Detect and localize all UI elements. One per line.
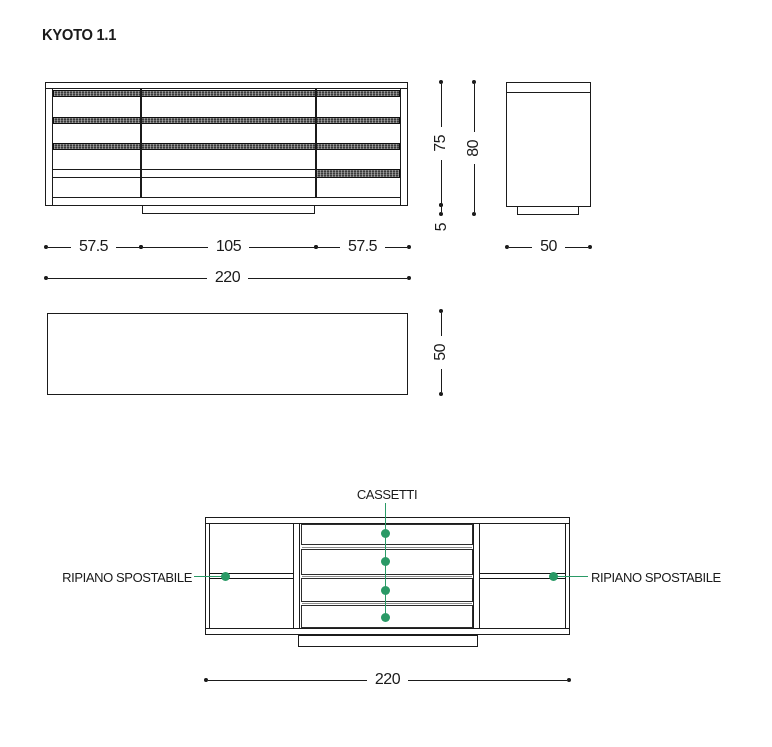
internal-divider-left xyxy=(293,524,300,628)
dim-dot xyxy=(567,678,571,682)
dim-line xyxy=(48,247,71,248)
dim-dot xyxy=(407,245,411,249)
dim-front-width-left xyxy=(44,239,143,255)
dim-dot xyxy=(439,392,443,396)
drawer-separator xyxy=(302,547,472,548)
dim-value: 80 xyxy=(465,139,482,157)
dim-front-width-total xyxy=(44,270,411,286)
dim-line xyxy=(248,278,407,279)
dim-front-height-plinth-line xyxy=(433,203,449,216)
dim-line xyxy=(385,247,407,248)
drawer-separator xyxy=(302,603,472,604)
right-shelf-marker-dot xyxy=(549,572,558,581)
dim-side-depth xyxy=(505,239,592,255)
dim-line xyxy=(116,247,139,248)
dim-line xyxy=(318,247,340,248)
drawer-separator xyxy=(302,576,472,577)
dim-internal-width-total xyxy=(204,672,571,688)
dim-line xyxy=(441,160,442,203)
dim-value: 220 xyxy=(374,671,401,688)
dim-line xyxy=(509,247,532,248)
dim-line xyxy=(143,247,208,248)
dim-front-width-right xyxy=(314,239,411,255)
front-right-side-inner-line xyxy=(400,89,401,205)
front-divider-left xyxy=(140,89,142,198)
dim-line xyxy=(441,369,442,392)
dim-front-width-center xyxy=(139,239,318,255)
dim-front-height-total xyxy=(466,80,482,216)
drawer-marker-dot xyxy=(381,529,390,538)
front-groove-band-1 xyxy=(53,90,400,97)
internal-plinth xyxy=(298,635,478,647)
dim-front-height-plinth-value: 5 xyxy=(433,223,450,232)
dim-value: 50 xyxy=(540,238,557,255)
drawing-title: KYOTO 1.1 xyxy=(42,27,117,44)
internal-bottom-panel-line xyxy=(206,628,569,629)
dim-value: 50 xyxy=(432,344,449,361)
side-body xyxy=(506,82,591,207)
internal-divider-right xyxy=(473,524,480,628)
right-shelf-label: RIPIANO SPOSTABILE xyxy=(591,570,721,585)
dim-front-height-body xyxy=(433,80,449,207)
dim-line xyxy=(441,84,442,127)
front-groove-band-2 xyxy=(53,117,400,124)
front-gap-row-left-center xyxy=(53,169,316,178)
dim-line xyxy=(474,164,475,212)
drawer-marker-dot xyxy=(381,586,390,595)
dim-value: 220 xyxy=(214,269,241,286)
drawer-marker-dot xyxy=(381,613,390,622)
dim-value: 57.5 xyxy=(78,238,109,255)
dim-value: 105 xyxy=(215,238,242,255)
dim-value: 57.5 xyxy=(347,238,378,255)
dim-line xyxy=(48,278,207,279)
dim-line xyxy=(565,247,588,248)
dim-top-depth xyxy=(433,309,449,396)
dim-dot xyxy=(439,212,443,216)
dim-dot xyxy=(407,276,411,280)
right-shelf-leader-line xyxy=(553,576,588,577)
dim-value: 75 xyxy=(432,135,449,152)
dim-line xyxy=(249,247,314,248)
drawer-marker-dot xyxy=(381,557,390,566)
dim-dot xyxy=(588,245,592,249)
drawers-label: CASSETTI xyxy=(356,487,418,502)
front-bottom-inner-line xyxy=(53,197,400,198)
left-shelf-label: RIPIANO SPOSTABILE xyxy=(62,570,192,585)
dim-line xyxy=(408,680,567,681)
dim-line xyxy=(208,680,367,681)
dim-line xyxy=(441,313,442,336)
dim-line xyxy=(474,84,475,132)
front-groove-band-4-right xyxy=(316,169,400,178)
left-shelf-marker-dot xyxy=(221,572,230,581)
front-divider-right xyxy=(315,89,317,198)
side-plinth xyxy=(517,206,579,215)
front-plinth xyxy=(142,205,315,214)
front-groove-band-3 xyxy=(53,143,400,150)
side-top-panel-line xyxy=(507,92,590,93)
top-view-outline xyxy=(47,313,408,395)
dim-dot xyxy=(472,212,476,216)
